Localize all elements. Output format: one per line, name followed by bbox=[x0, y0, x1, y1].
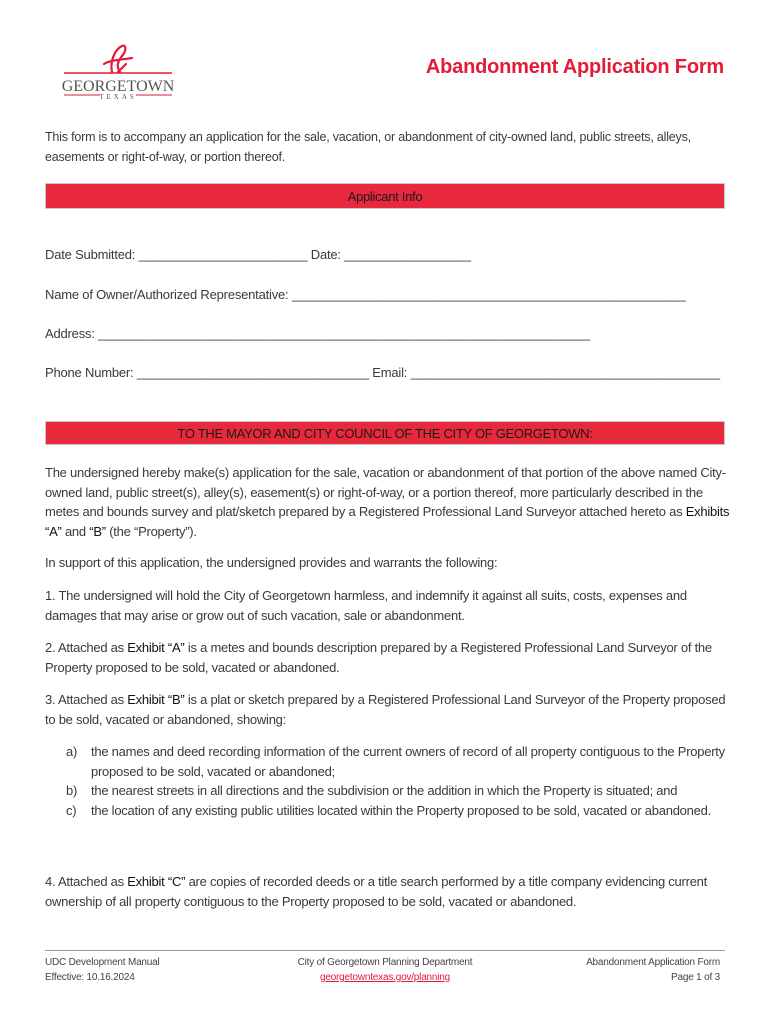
exhibit-label: Exhibit “A” bbox=[127, 640, 185, 655]
paragraph-text: is a plat or sketch prepared by a Registered Professional Land Surveyor of the Property proposed to be sold, vacated or abandoned, showing: bbox=[45, 692, 726, 727]
paragraph-item-2 bbox=[45, 638, 730, 677]
form-title: Abandonment Application Form bbox=[425, 56, 724, 78]
list-marker: a) bbox=[66, 744, 78, 759]
exhibit-label: Exhibit “B” bbox=[127, 692, 185, 707]
footer-planning-link[interactable]: georgetowntexas.gov/planning bbox=[319, 972, 451, 983]
list-marker: b) bbox=[66, 783, 78, 798]
list-marker: c) bbox=[66, 802, 77, 818]
paragraph-item-4 bbox=[45, 872, 730, 911]
field-owner-name[interactable]: Name of Owner/Authorized Representative: ________________________________________________________ bbox=[45, 287, 686, 302]
list-item bbox=[66, 742, 726, 781]
footer-middle bbox=[235, 955, 535, 985]
logo-wordmark: GEORGETOWN bbox=[61, 78, 175, 95]
paragraph-text: are copies of recorded deeds or a title search performed by a title company evidencing current ownership of all property contiguous to the Property proposed to be sold, vacated or abandoned. bbox=[45, 874, 708, 909]
footer-form-name: Abandonment Application Form bbox=[586, 957, 720, 968]
footer-left bbox=[45, 955, 160, 985]
list-item-text: the nearest streets in all directions and the subdivision or the addition in which the Property is situated; and bbox=[91, 783, 678, 798]
logo-subtext: TEXAS bbox=[99, 93, 137, 101]
intro-text: This form is to accompany an application for the sale, vacation, or abandonment of city-owned land, public streets, alleys, easements or right-of-way, or portion thereof. bbox=[45, 130, 691, 164]
field-date-submitted[interactable]: Date Submitted: ________________________ Date: __________________ bbox=[45, 247, 471, 262]
georgetown-logo bbox=[60, 42, 176, 104]
footer-divider bbox=[45, 950, 725, 951]
footer-manual: UDC Development Manual bbox=[45, 957, 160, 968]
paragraph-text: 4. Attached as bbox=[45, 874, 128, 889]
list-item-text: the names and deed recording information of the current owners of record of all property contiguous to the Property proposed to be sold, vacated or abandoned; bbox=[91, 744, 725, 779]
paragraph-item-1: 1. The undersigned will hold the City of Georgetown harmless, and indemnify it against all suits, costs, expenses and damages that may arise or grow out of such vacation, sale or abandonment. bbox=[45, 588, 687, 623]
section-heading-applicant-info: Applicant Info bbox=[45, 183, 725, 209]
section-heading-mayor-council: TO THE MAYOR AND CITY COUNCIL OF THE CITY OF GEORGETOWN: bbox=[45, 421, 725, 445]
paragraph-text: 3. Attached as bbox=[45, 692, 128, 707]
paragraph-application bbox=[45, 463, 730, 541]
exhibit-label: Exhibits “A” bbox=[45, 504, 730, 539]
footer-department: City of Georgetown Planning Department bbox=[297, 957, 473, 968]
footer-effective-date: Effective: 10.16.2024 bbox=[45, 972, 135, 983]
paragraph-item-3 bbox=[45, 690, 730, 729]
paragraph-text: (the “Property”). bbox=[105, 523, 197, 539]
paragraph-text: and bbox=[61, 523, 90, 539]
list-item bbox=[66, 801, 726, 821]
paragraph-text: is a metes and bounds description prepared by a Registered Professional Land Surveyor of the Property proposed to be sold, vacated or abandoned. bbox=[45, 640, 712, 675]
footer-right bbox=[586, 955, 720, 985]
list-item-text: the location of any existing public utilities located within the Property proposed to be sold, vacated or abandoned. bbox=[91, 802, 711, 818]
paragraph-text: The undersigned hereby make(s) application for the sale, vacation or abandonment of that portion of the above named City-owned land, public street(s), alley(s), easement(s) or right-of-way, or a portion thereof, more particularly described in the metes and bounds survey and plat/sketch prepared by a Registered Professional Land Surveyor attached hereto as bbox=[45, 465, 726, 519]
exhibit-label: “B” bbox=[89, 523, 106, 539]
footer-page-number: Page 1 of 3 bbox=[671, 972, 720, 983]
exhibit-b-list bbox=[66, 742, 726, 820]
list-item bbox=[66, 781, 726, 801]
exhibit-label: Exhibit “C” bbox=[127, 874, 186, 889]
field-phone-email[interactable]: Phone Number: _________________________________ Email: ____________________________________________ bbox=[45, 365, 720, 380]
field-address[interactable]: Address: ______________________________________________________________________ bbox=[45, 326, 591, 341]
paragraph-text: 2. Attached as bbox=[45, 640, 128, 655]
paragraph-support: In support of this application, the undersigned provides and warrants the following: bbox=[45, 555, 498, 570]
